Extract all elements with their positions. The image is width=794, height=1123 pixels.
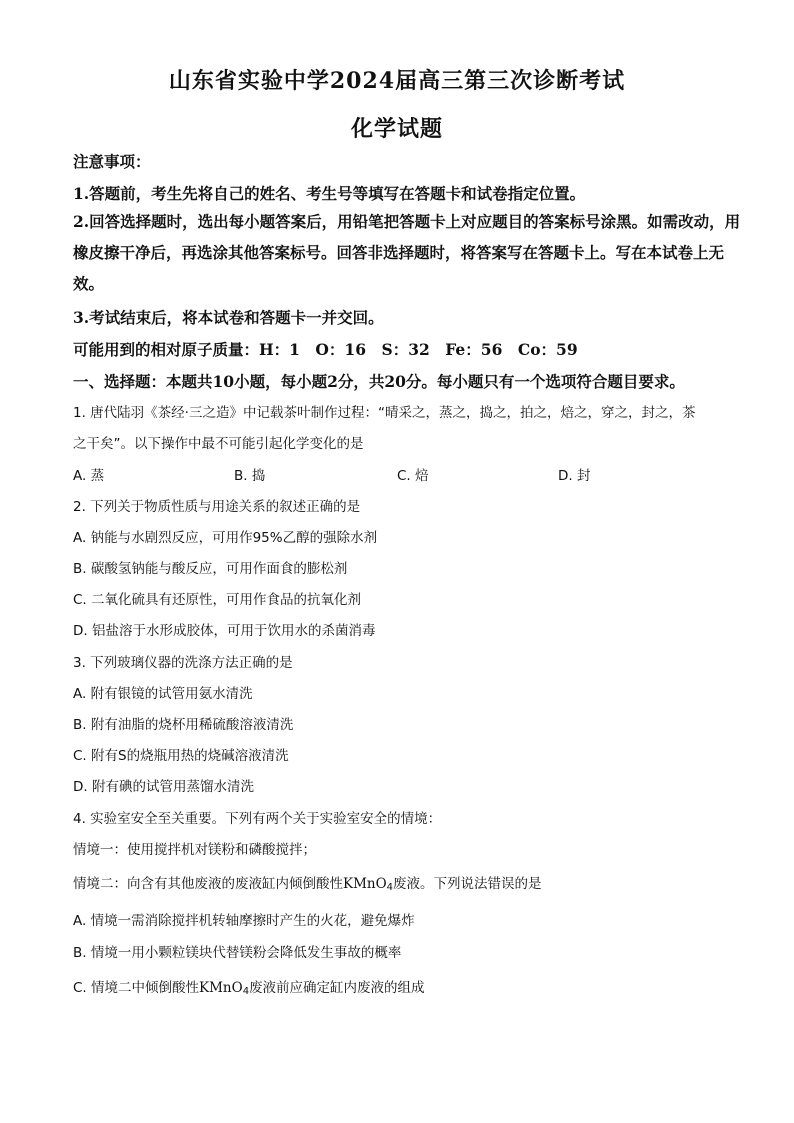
- q4-stem: 4. 实验室安全至关重要。下列有两个关于实验室安全的情境：: [73, 811, 442, 827]
- q4-option-c-subscript: 4: [242, 986, 250, 997]
- exam-title: 山东省实验中学2024届高三第三次诊断考试: [168, 68, 626, 94]
- q4-scene-2-subscript: 4: [386, 882, 394, 893]
- q4-scene-2: [73, 872, 754, 893]
- q4-scene-2-post: 废液。下列说法错误的是: [393, 876, 542, 892]
- q4-option-c-post: 废液前应确定缸内废液的组成: [249, 980, 425, 996]
- q1-option-c: C. 焙: [397, 468, 429, 484]
- q4-option-c: [73, 976, 754, 997]
- q3-option-a: A. 附有银镜的试管用氨水清洗: [73, 686, 253, 702]
- q3-option-c: C. 附有S的烧瓶用热的烧碱溶液清洗: [73, 748, 289, 764]
- q1-option-b: B. 捣: [234, 468, 266, 484]
- q4-option-c-formula: KMnO: [199, 980, 243, 996]
- q4-option-b: B. 情境一用小颗粒镁块代替镁粉会降低发生事故的概率: [73, 945, 402, 961]
- q1-option-d: D. 封: [558, 468, 591, 484]
- q4-option-c-pre: C. 情境二中倾倒酸性: [73, 980, 200, 996]
- q2-option-c: C. 二氧化硫具有还原性，可用作食品的抗氧化剂: [73, 592, 362, 608]
- q4-scene-1: 情境一：使用搅拌机对镁粉和磷酸搅拌；: [73, 842, 316, 858]
- q4-scene-2-formula: KMnO: [343, 876, 387, 892]
- notes-heading: 注意事项：: [73, 152, 151, 171]
- q1-option-a: A. 蒸: [73, 468, 105, 484]
- note-3: 3.考试结束后，将本试卷和答题卡一并交回。: [73, 308, 384, 327]
- exam-subtitle: 化学试题: [350, 116, 443, 142]
- q2-option-b: B. 碳酸氢钠能与酸反应，可用作面食的膨松剂: [73, 561, 348, 577]
- q4-scene-2-pre: 情境二：向含有其他废液的废液缸内倾倒酸性: [73, 876, 343, 892]
- section-heading: 一、选择题：本题共10小题，每小题2分，共20分。每小题只有一个选项符合题目要求。: [73, 372, 685, 391]
- q3-stem: 3. 下列玻璃仪器的洗涤方法正确的是: [73, 655, 293, 671]
- q1-stem-line1: 1. 唐代陆羽《茶经·三之造》中记载茶叶制作过程：“晴采之，蒸之，捣之，拍之，焙之，穿之，封之，茶: [73, 405, 696, 421]
- q2-option-d: D. 铝盐溶于水形成胶体，可用于饮用水的杀菌消毒: [73, 623, 376, 639]
- note-1: 1.答题前，考生先将自己的姓名、考生号等填写在答题卡和试卷指定位置。: [73, 184, 586, 203]
- q1-stem-line2: 之干矣”。以下操作中最不可能引起化学变化的是: [73, 436, 364, 452]
- note-2: 2.回答选择题时，选出每小题答案后，用铅笔把答题卡上对应题目的答案标号涂黑。如需改动，用橡皮擦干净后，再选涂其他答案标号。回答非选择题时，将答案写在答题卡上。写在本试卷上无效。: [73, 212, 741, 293]
- q2-stem: 2. 下列关于物质性质与用途关系的叙述正确的是: [73, 499, 361, 515]
- q3-option-d: D. 附有碘的试管用蒸馏水清洗: [73, 779, 254, 795]
- atomic-masses: 可能用到的相对原子质量：H：1 O：16 S：32 Fe：56 Co：59: [73, 340, 578, 359]
- q3-option-b: B. 附有油脂的烧杯用稀硫酸溶液清洗: [73, 717, 294, 733]
- q2-option-a: A. 钠能与水剧烈反应，可用作95%乙醇的强除水剂: [73, 530, 378, 546]
- q4-option-a: A. 情境一需消除搅拌机转轴摩擦时产生的火花，避免爆炸: [73, 913, 415, 929]
